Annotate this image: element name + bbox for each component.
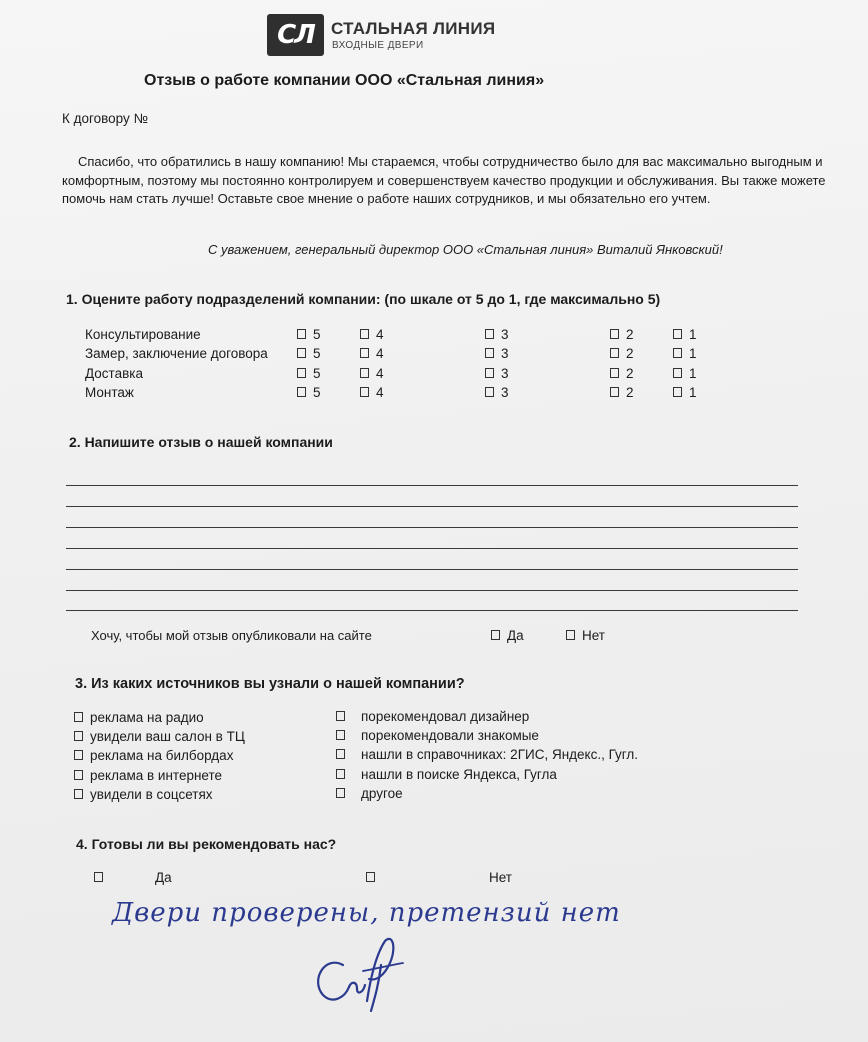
intro-paragraph: Спасибо, что обратились в нашу компанию! Мы стараемся, чтобы сотрудничество было для вас максимально выгодным и комфортным, поэтому мы постоянно контролируем и совершенствуем качество продукции и обслуживания. Вы также можете помочь нам стать лучше! Оставьте свое мнение о работе наших сотрудников, и мы обязательно его учтем.: [62, 154, 826, 206]
rating-row: [85, 327, 725, 347]
rating-row-label: Доставка: [85, 366, 143, 381]
rating-option-5[interactable]: 5: [297, 346, 321, 361]
recommend-yes-option[interactable]: Да: [94, 870, 172, 885]
handwritten-signature: [305, 935, 415, 1015]
rating-row-label: Монтаж: [85, 385, 134, 400]
checkbox-icon: [297, 368, 306, 378]
rating-option-2[interactable]: 2: [610, 327, 634, 342]
checkbox-icon: [673, 329, 682, 339]
rating-row-label: Замер, заключение договора: [85, 346, 268, 361]
checkbox-icon: [74, 770, 83, 780]
rating-row: [85, 385, 725, 405]
section-4-heading: 4. Готовы ли вы рекомендовать нас?: [76, 836, 337, 852]
checkbox-icon: [366, 872, 375, 882]
checkbox-icon: [485, 348, 494, 358]
checkbox-icon: [610, 348, 619, 358]
checkbox-icon: [94, 872, 103, 882]
review-write-line[interactable]: [66, 569, 798, 570]
checkbox-icon: [74, 750, 83, 760]
handwritten-note: Двери проверены, претензий нет: [112, 898, 621, 928]
checkbox-icon: [485, 387, 494, 397]
source-option[interactable]: реклама на радио: [74, 710, 204, 725]
section-2-heading: 2. Напишите отзыв о нашей компании: [69, 434, 333, 450]
checkbox-icon: [610, 329, 619, 339]
company-logo-subtitle: ВХОДНЫЕ ДВЕРИ: [332, 40, 424, 51]
source-option[interactable]: порекомендовал дизайнер: [336, 709, 529, 724]
checkbox-icon: [360, 387, 369, 397]
checkbox-icon: [336, 730, 345, 740]
checkbox-icon: [485, 329, 494, 339]
checkbox-icon: [297, 348, 306, 358]
review-write-line[interactable]: [66, 590, 798, 591]
rating-option-1[interactable]: 1: [673, 385, 697, 400]
source-option[interactable]: порекомендовали знакомые: [336, 728, 539, 743]
source-option[interactable]: увидели в соцсетях: [74, 787, 213, 802]
checkbox-icon: [673, 368, 682, 378]
rating-option-5[interactable]: 5: [297, 327, 321, 342]
checkbox-icon: [74, 731, 83, 741]
rating-option-5[interactable]: 5: [297, 366, 321, 381]
review-write-line[interactable]: [66, 506, 798, 507]
checkbox-icon: [566, 630, 575, 640]
rating-option-2[interactable]: 2: [610, 346, 634, 361]
checkbox-icon: [297, 329, 306, 339]
checkbox-icon: [336, 711, 345, 721]
rating-row: [85, 346, 725, 366]
rating-option-3[interactable]: 3: [485, 346, 509, 361]
rating-option-4[interactable]: 4: [360, 346, 384, 361]
publish-yes-option[interactable]: Да: [491, 628, 524, 643]
checkbox-icon: [297, 387, 306, 397]
section-1-heading: 1. Оцените работу подразделений компании: (по шкале от 5 до 1, где максимально 5): [66, 291, 661, 307]
review-write-line[interactable]: [66, 485, 798, 486]
review-write-line[interactable]: [66, 610, 798, 611]
checkbox-icon: [336, 788, 345, 798]
checkbox-icon: [360, 368, 369, 378]
rating-option-3[interactable]: 3: [485, 385, 509, 400]
director-closing: С уважением, генеральный директор ООО «Стальная линия» Виталий Янковский!: [208, 242, 723, 257]
contract-number-label: К договору №: [62, 111, 149, 126]
rating-row-label: Консультирование: [85, 327, 201, 342]
company-logo-name: СТАЛЬНАЯ ЛИНИЯ: [331, 19, 496, 38]
source-option[interactable]: увидели ваш салон в ТЦ: [74, 729, 245, 744]
form-title: Отзыв о работе компании ООО «Стальная линия»: [144, 72, 545, 89]
rating-option-4[interactable]: 4: [360, 385, 384, 400]
checkbox-icon: [673, 387, 682, 397]
checkbox-icon: [610, 368, 619, 378]
section-3-heading: 3. Из каких источников вы узнали о нашей компании?: [75, 676, 465, 692]
recommend-no-option[interactable]: Нет: [366, 870, 512, 885]
rating-option-2[interactable]: 2: [610, 385, 634, 400]
rating-option-2[interactable]: 2: [610, 366, 634, 381]
rating-option-1[interactable]: 1: [673, 327, 697, 342]
source-option[interactable]: реклама в интернете: [74, 768, 222, 783]
checkbox-icon: [485, 368, 494, 378]
rating-row: [85, 366, 725, 386]
source-option[interactable]: нашли в справочниках: 2ГИС, Яндекс., Гугл.: [336, 747, 638, 762]
rating-option-1[interactable]: 1: [673, 346, 697, 361]
checkbox-icon: [673, 348, 682, 358]
rating-option-5[interactable]: 5: [297, 385, 321, 400]
publish-question: Хочу, чтобы мой отзыв опубликовали на сайте: [91, 628, 372, 643]
checkbox-icon: [74, 789, 83, 799]
rating-option-4[interactable]: 4: [360, 366, 384, 381]
checkbox-icon: [336, 749, 345, 759]
checkbox-icon: [360, 329, 369, 339]
checkbox-icon: [610, 387, 619, 397]
checkbox-icon: [74, 712, 83, 722]
rating-option-3[interactable]: 3: [485, 366, 509, 381]
checkbox-icon: [336, 769, 345, 779]
source-option[interactable]: нашли в поиске Яндекса, Гугла: [336, 767, 557, 782]
rating-option-1[interactable]: 1: [673, 366, 697, 381]
source-option[interactable]: реклама на билбордах: [74, 748, 233, 763]
review-write-line[interactable]: [66, 548, 798, 549]
company-logo-mark: СЛ: [267, 14, 324, 56]
checkbox-icon: [491, 630, 500, 640]
publish-no-option[interactable]: Нет: [566, 628, 605, 643]
review-write-line[interactable]: [66, 527, 798, 528]
source-option[interactable]: другое: [336, 786, 403, 801]
rating-option-3[interactable]: 3: [485, 327, 509, 342]
rating-option-4[interactable]: 4: [360, 327, 384, 342]
checkbox-icon: [360, 348, 369, 358]
